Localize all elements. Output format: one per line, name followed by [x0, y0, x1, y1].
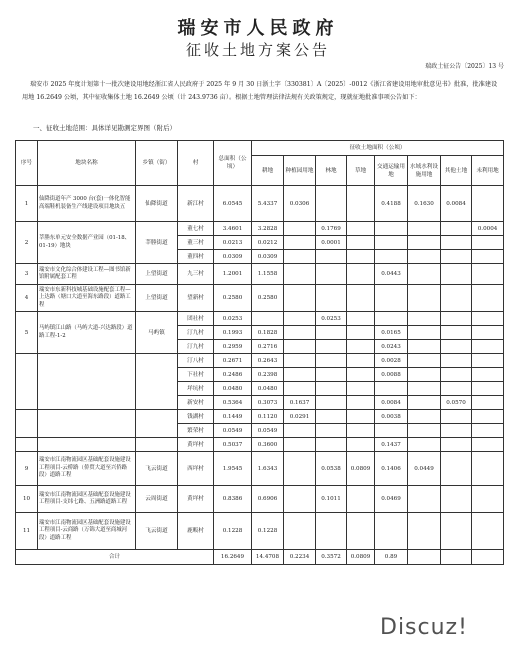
area-cell: [408, 354, 441, 368]
area-cell: [316, 410, 347, 424]
area-cell: [347, 326, 375, 340]
area-cell: [441, 486, 472, 513]
area-cell: [316, 396, 347, 410]
row-village: 团社村: [178, 312, 214, 326]
row-village: 垟坑村: [178, 382, 214, 396]
header-transport: 交通运输用地: [375, 156, 408, 186]
area-cell: [408, 222, 441, 236]
area-cell: 0.2580: [214, 285, 252, 312]
row-village: 董三村: [178, 236, 214, 250]
row-plot-name: [38, 438, 136, 452]
area-cell: [441, 340, 472, 354]
area-cell: 0.0309: [214, 250, 252, 264]
area-cell: [347, 424, 375, 438]
header-seq: 序号: [16, 141, 38, 186]
table-row: [16, 452, 504, 486]
area-cell: 0.0253: [316, 312, 347, 326]
row-village: 新安村: [178, 396, 214, 410]
area-cell: 0.1449: [214, 410, 252, 424]
total-cell: [472, 550, 504, 565]
area-cell: [472, 250, 504, 264]
table-row: [16, 264, 504, 285]
area-cell: [316, 340, 347, 354]
row-plot-name: 仙降街道年产 3000 台(套)一体化智能高端鞋机装备生产线建设项目地块五: [38, 186, 136, 222]
header-forest: 林地: [316, 156, 347, 186]
area-cell: 0.0306: [284, 186, 316, 222]
row-town: 马屿镇: [136, 312, 178, 354]
area-cell: [408, 424, 441, 438]
row-seq: 10: [16, 486, 38, 513]
area-cell: [316, 438, 347, 452]
area-cell: 0.8386: [214, 486, 252, 513]
area-cell: 0.5037: [214, 438, 252, 452]
area-cell: 0.1769: [316, 222, 347, 236]
area-cell: [472, 396, 504, 410]
header-plantation: 种植园用地: [284, 156, 316, 186]
area-cell: [472, 486, 504, 513]
area-cell: 0.0549: [252, 424, 284, 438]
row-seq: [16, 438, 38, 452]
header-acquired-area: 征收土地面积（公顷）: [252, 141, 504, 156]
area-cell: [252, 312, 284, 326]
header-town: 乡镇（街）: [136, 141, 178, 186]
area-cell: [284, 326, 316, 340]
area-cell: [472, 513, 504, 550]
row-town: [136, 410, 178, 438]
row-town: 云周街道: [136, 486, 178, 513]
announcement-title: 征收土地方案公告: [185, 41, 330, 59]
watermark: Discuz!: [380, 615, 468, 640]
row-village: 九三村: [178, 264, 214, 285]
row-town: [136, 354, 178, 410]
area-cell: [441, 368, 472, 382]
area-cell: 0.1228: [252, 513, 284, 550]
area-cell: [284, 312, 316, 326]
row-seq: 3: [16, 264, 38, 285]
row-village: 黄垟村: [178, 438, 214, 452]
row-village: 望新村: [178, 285, 214, 312]
header-other: 其他土地: [441, 156, 472, 186]
row-village: 董四村: [178, 250, 214, 264]
row-village: 繁荣村: [178, 424, 214, 438]
header-plot-name: 地块名称: [38, 141, 136, 186]
area-cell: [284, 222, 316, 236]
table-row: [16, 438, 504, 452]
table-row: [16, 486, 504, 513]
area-cell: 1.1558: [252, 264, 284, 285]
area-cell: [347, 222, 375, 236]
area-cell: 0.0538: [316, 452, 347, 486]
table-row: [16, 312, 504, 326]
area-cell: [284, 250, 316, 264]
area-cell: 0.2959: [214, 340, 252, 354]
area-cell: [284, 382, 316, 396]
area-cell: 0.0028: [375, 354, 408, 368]
table-row: [16, 285, 504, 312]
area-cell: [316, 326, 347, 340]
total-cell: 16.2649: [214, 550, 252, 565]
area-cell: [472, 186, 504, 222]
area-cell: [284, 264, 316, 285]
row-plot-name: 莘塍东单元安全数据产业园（01-18、01-19）地块: [38, 222, 136, 264]
area-cell: [375, 382, 408, 396]
area-cell: 0.5364: [214, 396, 252, 410]
row-plot-name: 瑞安市东新科技城基础设施配套工程—上达路（塘口大道至海东路段）道路工程: [38, 285, 136, 312]
area-cell: [375, 424, 408, 438]
area-cell: [347, 250, 375, 264]
area-cell: 6.0545: [214, 186, 252, 222]
area-cell: 0.0213: [214, 236, 252, 250]
table-row: [16, 513, 504, 550]
area-cell: [441, 312, 472, 326]
area-cell: [408, 438, 441, 452]
row-plot-name: 瑞安市文化综合体建设工程—图书馆新馆附属配套工程: [38, 264, 136, 285]
area-cell: 0.0570: [441, 396, 472, 410]
area-cell: [408, 285, 441, 312]
area-cell: [472, 326, 504, 340]
area-cell: 0.0088: [375, 368, 408, 382]
area-cell: [347, 486, 375, 513]
row-village: 新江村: [178, 186, 214, 222]
area-cell: [284, 438, 316, 452]
area-cell: 0.1437: [375, 438, 408, 452]
area-cell: 0.0549: [214, 424, 252, 438]
table-row: [16, 186, 504, 222]
row-plot-name: [38, 354, 136, 410]
table-row: [16, 354, 504, 368]
area-cell: 0.0084: [375, 396, 408, 410]
table-row: [16, 410, 504, 424]
area-cell: [408, 312, 441, 326]
area-cell: 0.1828: [252, 326, 284, 340]
area-cell: [347, 236, 375, 250]
total-label: 合计: [16, 550, 214, 565]
row-town: 飞云街道: [136, 452, 178, 486]
area-cell: [441, 382, 472, 396]
row-plot-name: 马屿镇江山路（马屿大道-兴达路段）道路工程-1-2: [38, 312, 136, 354]
area-cell: [441, 250, 472, 264]
area-cell: 0.6906: [252, 486, 284, 513]
area-cell: [441, 354, 472, 368]
area-cell: [316, 382, 347, 396]
area-cell: [284, 424, 316, 438]
row-seq: 2: [16, 222, 38, 264]
header-water: 水域水利设施用地: [408, 156, 441, 186]
area-cell: [472, 354, 504, 368]
row-plot-name: 瑞安市江南物流园区基础配套设施建设工程项目-云桥路（侨贸大道至兴侨路段）道路工程: [38, 452, 136, 486]
area-cell: 0.1011: [316, 486, 347, 513]
area-cell: 0.1630: [408, 186, 441, 222]
area-cell: [347, 186, 375, 222]
area-cell: 0.0243: [375, 340, 408, 354]
area-cell: [347, 368, 375, 382]
area-cell: [347, 513, 375, 550]
area-cell: [284, 452, 316, 486]
area-cell: [347, 264, 375, 285]
area-cell: [375, 513, 408, 550]
area-cell: [472, 452, 504, 486]
area-cell: [472, 410, 504, 424]
row-village: 董七村: [178, 222, 214, 236]
area-cell: 3.2828: [252, 222, 284, 236]
area-cell: 0.0480: [252, 382, 284, 396]
area-cell: 0.1406: [375, 452, 408, 486]
area-cell: 0.3600: [252, 438, 284, 452]
row-village: 鹿畈村: [178, 513, 214, 550]
row-seq: 1: [16, 186, 38, 222]
area-cell: [284, 340, 316, 354]
area-cell: [441, 236, 472, 250]
area-cell: [316, 354, 347, 368]
row-village: 黄垟村: [178, 486, 214, 513]
row-seq: [16, 354, 38, 410]
area-cell: 0.0038: [375, 410, 408, 424]
area-cell: [375, 285, 408, 312]
total-cell: [441, 550, 472, 565]
total-cell: 0.2234: [284, 550, 316, 565]
total-cell: 0.0809: [347, 550, 375, 565]
area-cell: 0.0469: [375, 486, 408, 513]
area-cell: [408, 326, 441, 340]
area-cell: 1.2001: [214, 264, 252, 285]
section-heading: 一、征收土地范围：具体详见勘测定界图（附后）: [33, 124, 176, 132]
total-cell: 14.4708: [252, 550, 284, 565]
area-cell: [472, 264, 504, 285]
header-grassland: 草地: [347, 156, 375, 186]
row-seq: 9: [16, 452, 38, 486]
total-cell: [408, 550, 441, 565]
row-plot-name: [38, 410, 136, 438]
area-cell: 0.4188: [375, 186, 408, 222]
area-cell: 0.2486: [214, 368, 252, 382]
area-cell: 3.4601: [214, 222, 252, 236]
area-cell: 1.9545: [214, 452, 252, 486]
total-row: [16, 550, 504, 565]
row-seq: 11: [16, 513, 38, 550]
row-village: 下社村: [178, 368, 214, 382]
area-cell: [347, 340, 375, 354]
area-cell: [284, 513, 316, 550]
row-plot-name: 瑞安市江南物流园区基础配套设施建设工程项目-云商路（万锦大道至商城河段）道路工程: [38, 513, 136, 550]
area-cell: 0.1228: [214, 513, 252, 550]
land-acquisition-table: [15, 140, 504, 565]
area-cell: [347, 354, 375, 368]
area-cell: 0.0084: [441, 186, 472, 222]
intro-paragraph: 瑞安市 2025 年度计划第十一批次建设用地经浙江省人民政府于 2025 年 9 月 30 日浙土字〔330381〕A〔2025〕-0012《浙江省建设用地审批意见书》批准，批准建设用地 16.2649 公顷，其中征收集体土地 16.2649 公顷（计 243.9736 亩）。根据土地管理法律法规有关政策规定，现就征地批准事项公告如下：: [22, 81, 498, 101]
row-town: 上望街道: [136, 285, 178, 312]
row-village: 汀八村: [178, 354, 214, 368]
area-cell: [441, 410, 472, 424]
row-town: 莘塍街道: [136, 222, 178, 264]
area-cell: [408, 382, 441, 396]
row-town: 上望街道: [136, 264, 178, 285]
area-cell: [375, 250, 408, 264]
area-cell: 0.0449: [408, 452, 441, 486]
header-village: 村: [178, 141, 214, 186]
area-cell: [408, 486, 441, 513]
area-cell: [347, 312, 375, 326]
row-village: 汀九村: [178, 326, 214, 340]
area-cell: [472, 236, 504, 250]
area-cell: 0.0480: [214, 382, 252, 396]
area-cell: [472, 312, 504, 326]
area-cell: [441, 326, 472, 340]
area-cell: 0.0443: [375, 264, 408, 285]
area-cell: 0.0212: [252, 236, 284, 250]
area-cell: 0.1993: [214, 326, 252, 340]
area-cell: [316, 285, 347, 312]
area-cell: 0.2671: [214, 354, 252, 368]
area-cell: [284, 285, 316, 312]
area-cell: [347, 285, 375, 312]
area-cell: [408, 410, 441, 424]
area-cell: [441, 513, 472, 550]
row-village: 钱湖村: [178, 410, 214, 424]
row-seq: 5: [16, 312, 38, 354]
area-cell: [408, 396, 441, 410]
area-cell: [441, 222, 472, 236]
area-cell: 0.2398: [252, 368, 284, 382]
area-cell: [375, 236, 408, 250]
area-cell: [316, 424, 347, 438]
row-town: 飞云街道: [136, 513, 178, 550]
total-cell: 0.3572: [316, 550, 347, 565]
area-cell: 0.0004: [472, 222, 504, 236]
area-cell: [408, 264, 441, 285]
area-cell: [284, 368, 316, 382]
area-cell: [472, 382, 504, 396]
area-cell: [347, 396, 375, 410]
area-cell: [441, 438, 472, 452]
area-cell: [441, 424, 472, 438]
area-cell: 0.0001: [316, 236, 347, 250]
document-number: 瑞政土征公告〔2025〕13 号: [425, 63, 504, 70]
area-cell: 1.6343: [252, 452, 284, 486]
area-cell: [408, 368, 441, 382]
area-cell: 0.1120: [252, 410, 284, 424]
area-cell: [284, 354, 316, 368]
area-cell: [408, 513, 441, 550]
row-town: [136, 438, 178, 452]
area-cell: [472, 368, 504, 382]
area-cell: 0.3073: [252, 396, 284, 410]
area-cell: [408, 236, 441, 250]
area-cell: [408, 340, 441, 354]
area-cell: [347, 382, 375, 396]
area-cell: [472, 285, 504, 312]
area-cell: 0.0291: [284, 410, 316, 424]
area-cell: [472, 424, 504, 438]
area-cell: [375, 312, 408, 326]
header-total-area: 总面积（公顷）: [214, 141, 252, 186]
area-cell: [316, 250, 347, 264]
area-cell: [472, 340, 504, 354]
area-cell: [316, 513, 347, 550]
area-cell: [441, 452, 472, 486]
row-town: 仙降街道: [136, 186, 178, 222]
header-cultivated: 耕地: [252, 156, 284, 186]
total-cell: 0.89: [375, 550, 408, 565]
area-cell: [284, 236, 316, 250]
area-cell: [316, 264, 347, 285]
row-seq: [16, 410, 38, 438]
area-cell: 0.2716: [252, 340, 284, 354]
area-cell: [347, 410, 375, 424]
area-cell: [316, 368, 347, 382]
area-cell: [441, 264, 472, 285]
area-cell: [472, 438, 504, 452]
area-cell: 0.2643: [252, 354, 284, 368]
table-row: [16, 222, 504, 236]
area-cell: 5.4337: [252, 186, 284, 222]
issuer-title: 瑞安市人民政府: [177, 18, 339, 39]
area-cell: [284, 486, 316, 513]
row-plot-name: 瑞安市江南物流园区基础配套设施建设工程项目-支纬七路、五洲路道路工程: [38, 486, 136, 513]
area-cell: [347, 438, 375, 452]
area-cell: 0.0809: [347, 452, 375, 486]
area-cell: [316, 186, 347, 222]
area-cell: 0.0253: [214, 312, 252, 326]
row-village: 汀九村: [178, 340, 214, 354]
row-village: 西垟村: [178, 452, 214, 486]
header-unused: 未利用地: [472, 156, 504, 186]
area-cell: 0.1637: [284, 396, 316, 410]
area-cell: [375, 222, 408, 236]
area-cell: 0.2580: [252, 285, 284, 312]
area-cell: 0.0309: [252, 250, 284, 264]
row-seq: 4: [16, 285, 38, 312]
area-cell: [441, 285, 472, 312]
area-cell: 0.0165: [375, 326, 408, 340]
area-cell: [408, 250, 441, 264]
